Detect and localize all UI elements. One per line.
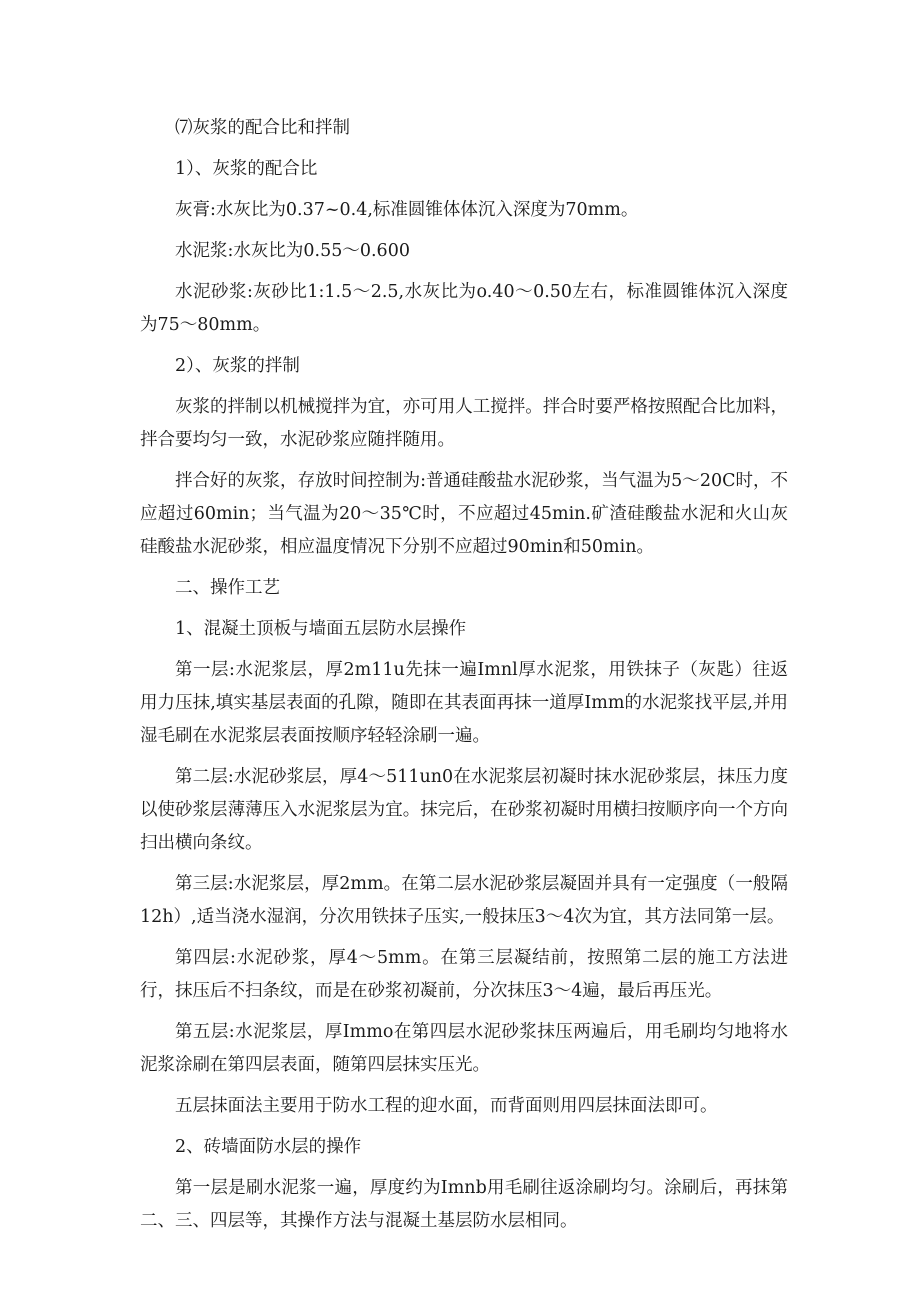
subsection-heading-mortar-mix: ⑺灰浆的配合比和拌制 <box>175 118 350 138</box>
subsection-heading-brick-wall: 2、砖墙面防水层的操作 <box>175 1137 362 1157</box>
paragraph-layer-one: 第一层:水泥浆层，厚2m11u先抹一遍Imnl厚水泥浆，用铁抹子（灰匙）往返用力压抹,填实基层表面的孔隙，随即在其表面再抹一道厚Imm的水泥浆找平层,并用湿毛刷在水泥浆层表面按顺序轻轻涂刷一遍。 <box>140 660 788 746</box>
paragraph-cement-mortar: 水泥砂浆:灰砂比1:1.5～2.5,水灰比为o.40～0.50左右，标准圆锥体沉入深度为75～80mm。 <box>140 282 788 335</box>
paragraph-layer-two: 第二层:水泥砂浆层，厚4～511un0在水泥浆层初凝时抹水泥砂浆层，抹压力度以使砂浆层薄薄压入水泥浆层为宜。抹完后，在砂浆初凝时用横扫按顺序向一个方向扫出横向条纹。 <box>140 767 788 853</box>
paragraph-brick-wall-first-layer: 第一层是刷水泥浆一遍，厚度约为Imnb用毛刷往返涂刷均匀。涂刷后，再抹第二、三、四层等，其操作方法与混凝土基层防水层相同。 <box>140 1178 788 1231</box>
document-body <box>140 112 788 1246</box>
paragraph-layer-three: 第三层:水泥浆层，厚2mm。在第二层水泥砂浆层凝固并具有一定强度（一般隔12h）,适当浇水湿润，分次用铁抹子压实,一般抹压3～4次为宜，其方法同第一层。 <box>140 874 788 927</box>
paragraph-cement-paste: 水泥浆:水灰比为0.55～0.600 <box>175 241 410 261</box>
paragraph-layer-five: 第五层:水泥浆层，厚Immo在第四层水泥砂浆抹压两遍后，用毛刷均匀地将水泥浆涂刷在第四层表面，随第四层抹实压光。 <box>140 1022 788 1075</box>
paragraph-layer-four: 第四层:水泥砂浆，厚4～5mm。在第三层凝结前，按照第二层的施工方法进行，抹压后不扫条纹，而是在砂浆初凝前，分次抹压3～4遍，最后再压光。 <box>140 948 788 1001</box>
subsection-heading-five-layer: 1、混凝土顶板与墙面五层防水层操作 <box>175 619 467 639</box>
paragraph-mixing-method: 灰浆的拌制以机械搅拌为宜，亦可用人工搅拌。拌合时要严格按照配合比加料，拌合要均匀一致，水泥砂浆应随拌随用。 <box>140 397 788 450</box>
paragraph-five-layer-usage: 五层抹面法主要用于防水工程的迎水面，而背面则用四层抹面法即可。 <box>175 1096 718 1116</box>
paragraph-lime-paste: 灰膏:水灰比为0.37~0.4,标准圆锥体体沉入深度为70mm。 <box>175 200 639 220</box>
item-heading-mix-ratio: 1）、灰浆的配合比 <box>175 159 318 179</box>
item-heading-mixing: 2）、灰浆的拌制 <box>175 356 300 376</box>
paragraph-storage-time: 拌合好的灰浆，存放时间控制为:普通硅酸盐水泥砂浆，当气温为5～20C时，不应超过60min；当气温为20～35℃时，不应超过45min.矿渣硅酸盐水泥和火山灰硅酸盐水泥砂浆，相应温度情况下分别不应超过90min和50min。 <box>140 471 788 557</box>
section-heading-operation-process: 二、操作工艺 <box>175 578 280 598</box>
